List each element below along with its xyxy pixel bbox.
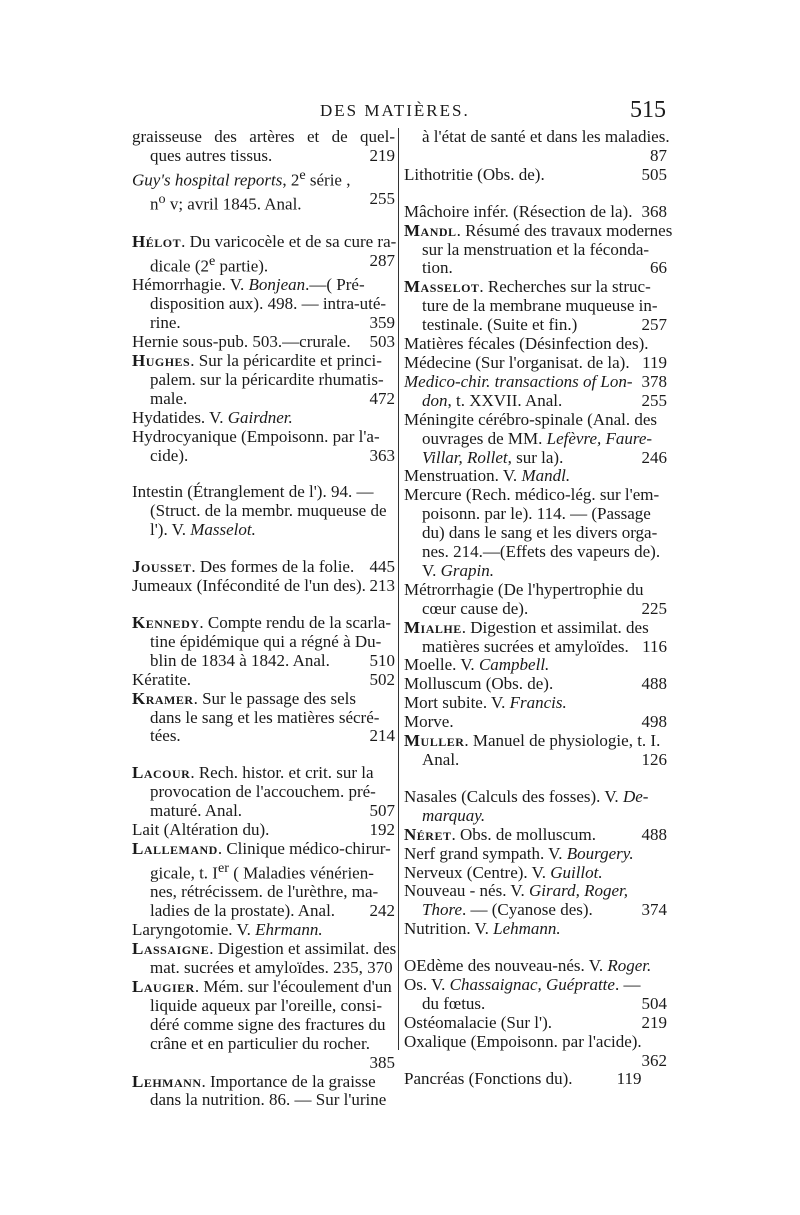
index-entry: Lehmann. Importance de la graisse dans la nutrition. 86. — Sur l'urine xyxy=(132,1071,387,1110)
index-entry: Lassaigne. Digestion et assimilat. des mat. sucrées et amyloïdes. 235, 370 xyxy=(132,939,397,978)
index-entry: Intestin (Étranglement de l'). 94. — (Struct. de la membr. muqueuse de l'). V. Masselot. xyxy=(132,482,387,540)
index-entry: Jumeaux (Infécondité de l'un des). 213 xyxy=(132,576,395,596)
index-entry: Molluscum (Obs. de). 488 xyxy=(404,674,667,694)
index-entry: Méningite cérébro-spinale (Anal. des ouvrages de MM. Lefèvre, Faure- Villar, Rollet, sur la). 246 xyxy=(404,409,667,467)
index-entry: Guy's hospital reports, 2e série , $n^o$ v; avril 1845. Anal. 255 xyxy=(132,166,395,215)
index-entry: OEdème des nouveau-nés. V. Roger. xyxy=(404,956,652,976)
page-number: 515 xyxy=(630,97,666,123)
index-entry: Os. V. Chassaignac, Guépratte. — du fœtus. 504 xyxy=(404,975,667,1013)
index-entry: Nerveux (Centre). V. Guillot. xyxy=(404,862,603,882)
index-entry: Nutrition. V. Lehmann. xyxy=(404,919,561,939)
index-entry: Laryngotomie. V. Ehrmann. xyxy=(132,920,323,940)
index-entry: Mandl. Résumé des travaux modernes sur la menstruation et la féconda- tion. 66 xyxy=(404,220,673,278)
page-header xyxy=(0,97,800,131)
index-entry: Pancréas (Fonctions du). 119 xyxy=(404,1068,642,1088)
index-entry: Laugier. Mém. sur l'écoulement d'un liquide aqueux par l'oreille, consi- déré comme signe des fractures du crâne et en particulier du rocher. 385 xyxy=(132,976,395,1072)
index-entry: Métrorrhagie (De l'hypertrophie du cœur cause de). 225 xyxy=(404,579,667,618)
running-title: DES MATIÈRES. xyxy=(320,101,470,120)
index-entry: Hélot. Du varicocèle et de sa cure ra- dicale (2e partie). 287 xyxy=(132,231,397,276)
index-column-left xyxy=(132,128,395,1110)
index-entry: Jousset. Des formes de la folie. 445 xyxy=(132,557,395,577)
index-entry: Medico-chir. transactions of Lon- don, t. XXVII. Anal. 255 xyxy=(404,371,667,410)
index-entry: Kennedy. Compte rendu de la scarla- tine épidémique qui a régné à Du- blin de 1834 à 1842. Anal. 510 xyxy=(132,613,395,670)
index-entry: Mort subite. V. Francis. xyxy=(404,693,567,713)
column-divider xyxy=(398,128,399,1050)
index-entry: Hernie sous-pub. 503.—crurale. 503 xyxy=(132,332,395,352)
index-entry: Néret. Obs. de molluscum. 488 xyxy=(404,824,667,844)
index-entry: Kératite. 502 xyxy=(132,669,395,689)
index-entry: Hydatides. V. Gairdner. xyxy=(132,407,293,427)
index-column-right xyxy=(404,127,673,1089)
index-entry: Mialhe. Digestion et assimilat. des matières sucrées et amyloïdes. 116 xyxy=(404,617,667,656)
index-entry: Hughes. Sur la péricardite et princi- palem. sur la péricardite rhumatis- male. 472 xyxy=(132,351,395,408)
index-entry: Muller. Manuel de physiologie, t. I. Anal. 126 xyxy=(404,731,667,769)
index-entry: Lait (Altération du). 192 xyxy=(132,820,395,840)
index-entry: Médecine (Sur l'organisat. de la). 378 xyxy=(404,352,667,391)
index-entry: graisseuse des artères et de quel- ques autres tissus. 219 xyxy=(132,127,395,165)
index-entry: Menstruation. V. Mandl. xyxy=(404,466,571,486)
index-entry: Nasales (Calculs des fosses). V. De- marquay. xyxy=(404,786,649,825)
index-entry: Mercure (Rech. médico-lég. sur l'em- poisonn. par le). 114. — (Passage du) dans le sang et les divers orga- nes. 214.—(Effets des vapeurs de). V. Grapin. xyxy=(404,485,661,580)
index-entry: Morve. 498 xyxy=(404,712,667,732)
index-entry: Ostéomalacie (Sur l'). 219 xyxy=(404,1012,667,1032)
index-entry: Hydrocyanique (Empoisonn. par l'a- cide). 363 xyxy=(132,426,395,465)
index-entry: Lallemand. Clinique médico-chirur- gicale, t. Ier ( Maladies vénérien- nes, rétrécissem. de l'urèthre, ma- ladies de la prostate). Anal. 242 xyxy=(132,838,395,921)
index-entry: Nouveau - nés. V. Girard, Roger, Thore. — (Cyanose des). 374 xyxy=(404,881,667,920)
index-entry: Oxalique (Empoisonn. par l'acide). 362 xyxy=(404,1031,667,1070)
index-entry: Kramer. Sur le passage des sels dans le sang et les matières sécré- tées. 214 xyxy=(132,688,395,746)
index-entry: Masselot. Recherches sur la struc- ture de la membrane muqueuse in- testinale. (Suite et fin.) 257 xyxy=(404,277,667,335)
index-entry: Nerf grand sympath. V. Bourgery. xyxy=(404,843,634,863)
index-entry: Lithotritie (Obs. de). 505 xyxy=(404,164,667,184)
index-entry: Lacour. Rech. histor. et crit. sur la provocation de l'accouchem. pré- maturé. Anal. 507 xyxy=(132,763,395,821)
index-entry: Moelle. V. Campbell. xyxy=(404,655,550,675)
index-entry: Hémorrhagie. V. Bonjean.—( Pré- disposition aux). 498. — intra-uté- rine. 359 xyxy=(132,275,395,333)
index-entry: Matières fécales (Désinfection des). 119 xyxy=(404,334,667,372)
index-entry: Mâchoire infér. (Résection de la). 368 xyxy=(404,201,667,221)
index-entry: à l'état de santé et dans les maladies. 87 xyxy=(422,127,670,165)
